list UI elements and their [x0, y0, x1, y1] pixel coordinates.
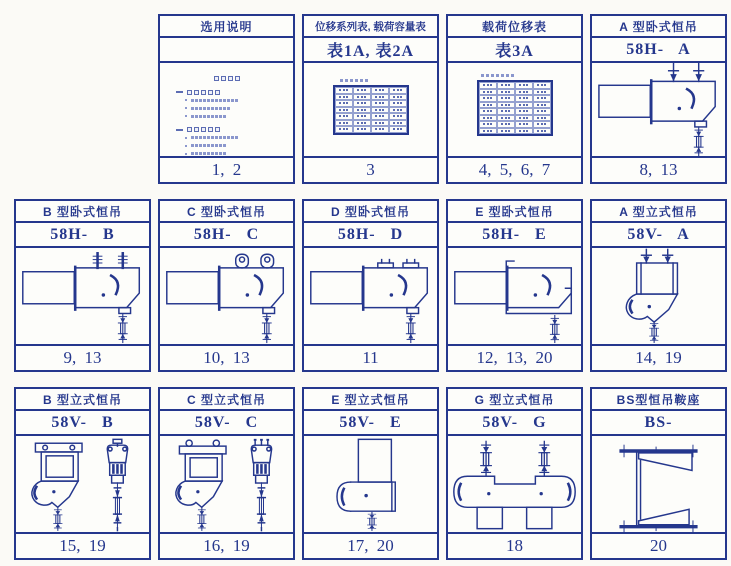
- table-preview: [304, 63, 437, 156]
- panel-type-a-vertical-hanger: [590, 199, 727, 372]
- panel-title: C 型立式恒吊: [160, 389, 293, 411]
- panel-subtitle: 58H- E: [448, 223, 581, 248]
- page-numbers: 9, 13: [16, 344, 149, 370]
- panel-subtitle: 58H- D: [304, 223, 437, 248]
- panel-title: 载荷位移表: [448, 16, 581, 38]
- panel-title: B 型立式恒吊: [16, 389, 149, 411]
- panel-type-d-horizontal-hanger: [302, 199, 439, 372]
- panel-title: C 型卧式恒吊: [160, 201, 293, 223]
- panel-title: A 型立式恒吊: [592, 201, 725, 223]
- panel-load-displacement-table: [446, 14, 583, 184]
- table-caption-greeked: [340, 79, 368, 82]
- drawing-58v-g-icon: [448, 436, 581, 532]
- panel-subtitle: 58V- A: [592, 223, 725, 248]
- page-numbers: 17, 20: [304, 532, 437, 558]
- panel-type-b-horizontal-hanger: [14, 199, 151, 372]
- page-numbers: 16, 19: [160, 532, 293, 558]
- panel-bs-saddle: [590, 387, 727, 560]
- page-numbers: 1, 2: [160, 156, 293, 182]
- page-numbers: 10, 13: [160, 344, 293, 370]
- instructions-preview: [160, 63, 293, 156]
- drawing-58h-e-icon: [448, 248, 581, 344]
- panel-title: G 型立式恒吊: [448, 389, 581, 411]
- panel-selection-instructions: [158, 14, 295, 184]
- panel-subtitle: 表3A: [448, 38, 581, 63]
- panel-subtitle: 58V- G: [448, 411, 581, 436]
- page-numbers: 15, 19: [16, 532, 149, 558]
- table-preview: [448, 63, 581, 156]
- page-numbers: 11: [304, 344, 437, 370]
- panel-title: B 型卧式恒吊: [16, 201, 149, 223]
- panel-type-c-horizontal-hanger: [158, 199, 295, 372]
- page-numbers: 3: [304, 156, 437, 182]
- panel-subtitle: 58V- C: [160, 411, 293, 436]
- panel-title: 选用说明: [160, 16, 293, 38]
- mini-table-icon: [477, 80, 553, 136]
- panel-subtitle: 58H- A: [592, 38, 725, 63]
- drawing-58v-b-icon: [16, 436, 149, 532]
- page-numbers: 4, 5, 6, 7: [448, 156, 581, 182]
- drawing-58h-d-icon: [304, 248, 437, 344]
- drawing-58v-e-icon: [304, 436, 437, 532]
- page-numbers: 20: [592, 532, 725, 558]
- table-caption-greeked: [481, 74, 514, 77]
- panel-type-g-vertical-hanger: [446, 387, 583, 560]
- panel-type-e-vertical-hanger: [302, 387, 439, 560]
- panel-subtitle: 58H- B: [16, 223, 149, 248]
- panel-type-c-vertical-hanger: [158, 387, 295, 560]
- panel-title: E 型立式恒吊: [304, 389, 437, 411]
- panel-type-e-horizontal-hanger: [446, 199, 583, 372]
- panel-type-a-horizontal-hanger: [590, 14, 727, 184]
- panel-subtitle: 58V- E: [304, 411, 437, 436]
- panel-title: E 型卧式恒吊: [448, 201, 581, 223]
- drawing-58h-c-icon: [160, 248, 293, 344]
- panel-subtitle: [160, 38, 293, 63]
- page-numbers: 8, 13: [592, 156, 725, 182]
- greeked-text-block: [160, 63, 293, 156]
- panel-title: A 型卧式恒吊: [592, 16, 725, 38]
- mini-table-icon: [333, 85, 409, 135]
- panel-subtitle: 表1A, 表2A: [304, 38, 437, 63]
- drawing-58v-a-icon: [592, 248, 725, 344]
- panel-subtitle: 58V- B: [16, 411, 149, 436]
- panel-subtitle: BS-: [592, 411, 725, 436]
- page-numbers: 14, 19: [592, 344, 725, 370]
- drawing-bs-saddle-icon: [592, 436, 725, 532]
- page-numbers: 12, 13, 20: [448, 344, 581, 370]
- panel-subtitle: 58H- C: [160, 223, 293, 248]
- page-numbers: 18: [448, 532, 581, 558]
- panel-title: 位移系列表, 载荷容量表: [304, 16, 437, 38]
- panel-title: BS型恒吊鞍座: [592, 389, 725, 411]
- panel-title: D 型卧式恒吊: [304, 201, 437, 223]
- panel-displacement-series-table: [302, 14, 439, 184]
- drawing-58h-b-icon: [16, 248, 149, 344]
- drawing-58h-a-icon: [592, 63, 725, 156]
- panel-type-b-vertical-hanger: [14, 387, 151, 560]
- drawing-58v-c-icon: [160, 436, 293, 532]
